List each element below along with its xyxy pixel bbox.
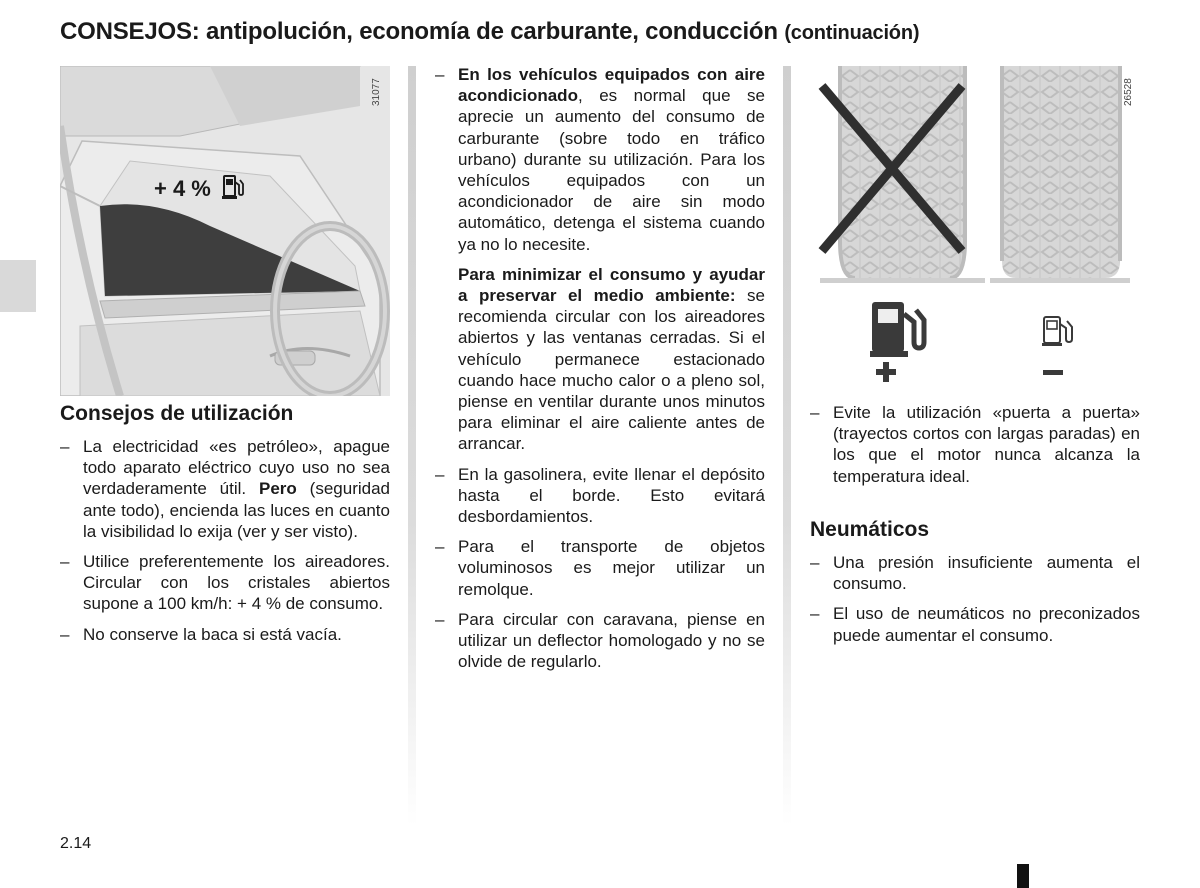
tyre-drawing xyxy=(810,66,1140,396)
car-window-illustration xyxy=(60,66,390,396)
page-edge-marker xyxy=(1017,864,1029,888)
fuel-pump-icon xyxy=(222,174,244,200)
consumption-increase-label: + 4 % xyxy=(154,176,211,201)
minus-icon xyxy=(1042,366,1064,380)
figure-reference-tyres: 26528 xyxy=(1123,78,1134,106)
page-number: 2.14 xyxy=(60,835,92,852)
list-item: – La electricidad «es petróleo», apague todo aparato eléctrico cuyo uso no sea verdaderamente útil. Pero (seguridad ante todo), encienda las luces en cuanto la visibilidad lo exija (ver y ser visto). xyxy=(60,436,390,542)
chapter-tab xyxy=(0,260,36,312)
car-interior-drawing xyxy=(60,66,390,396)
list-item: – No conserve la baca si está vacía. xyxy=(60,624,390,645)
list-item: – En los vehículos equipados con aire acondicionado, es normal que se aprecie un aumento del consumo de carburante (sobre todo en tráfico urbano) durante su utilización. Para los vehículos equipados con un acondicionador de aire sin modo automático, detenga el sistema cuando ya no lo necesite. Para minimizar el consumo y ayudar a preservar el medio ambiente: se recomienda circular con los aireadores abiertos y las ventanas cerradas. Si el vehículo permanece estacionado cuando hace mucho calor o a pleno sol, piense en ventilar durante unos minutos para eliminar el aire caliente antes de arrancar. xyxy=(435,64,765,455)
list-item: – Utilice preferentemente los aireadores. Circular con los cristales abiertos supone a 100 km/h: + 4 % de consumo. xyxy=(60,551,390,615)
list-item: – Para circular con caravana, piense en utilizar un deflector homologado y no se olvide de regularlo. xyxy=(435,609,765,673)
usage-tips-list xyxy=(60,436,390,654)
tyre-pressure-illustration xyxy=(810,66,1140,396)
figure-reference-car: 31077 xyxy=(371,78,382,106)
section-heading-neumaticos: Neumáticos xyxy=(810,518,930,541)
list-item: – En la gasolinera, evite llenar el depósito hasta el borde. Esto evitará desbordamientos. xyxy=(435,464,765,528)
list-item: – El uso de neumáticos no preconizados puede aumentar el consumo. xyxy=(810,603,1140,645)
section-heading-consejos: Consejos de utilización xyxy=(60,402,294,425)
page-title xyxy=(60,18,1180,46)
column-separator-left xyxy=(408,66,416,826)
column-separator-right xyxy=(783,66,791,826)
page-title-suffix: (continuación) xyxy=(784,22,920,44)
air-conditioning-tips-list xyxy=(435,64,765,681)
list-item: – Una presión insuficiente aumenta el consumo. xyxy=(810,552,1140,594)
page-title-main: CONSEJOS: antipolución, economía de carburante, conducción xyxy=(60,18,778,45)
list-item: – Evite la utilización «puerta a puerta» (trayectos cortos con largas paradas) en los que el motor nunca alcanza la temperatura ideal. xyxy=(810,402,1140,487)
plus-icon xyxy=(874,360,898,384)
short-trips-tips-list xyxy=(810,402,1140,496)
list-item: – Para el transporte de objetos voluminosos es mejor utilizar un remolque. xyxy=(435,536,765,600)
fuel-pump-icon xyxy=(870,298,930,358)
fuel-pump-icon xyxy=(1042,314,1076,348)
tyre-tips-list xyxy=(810,552,1140,655)
